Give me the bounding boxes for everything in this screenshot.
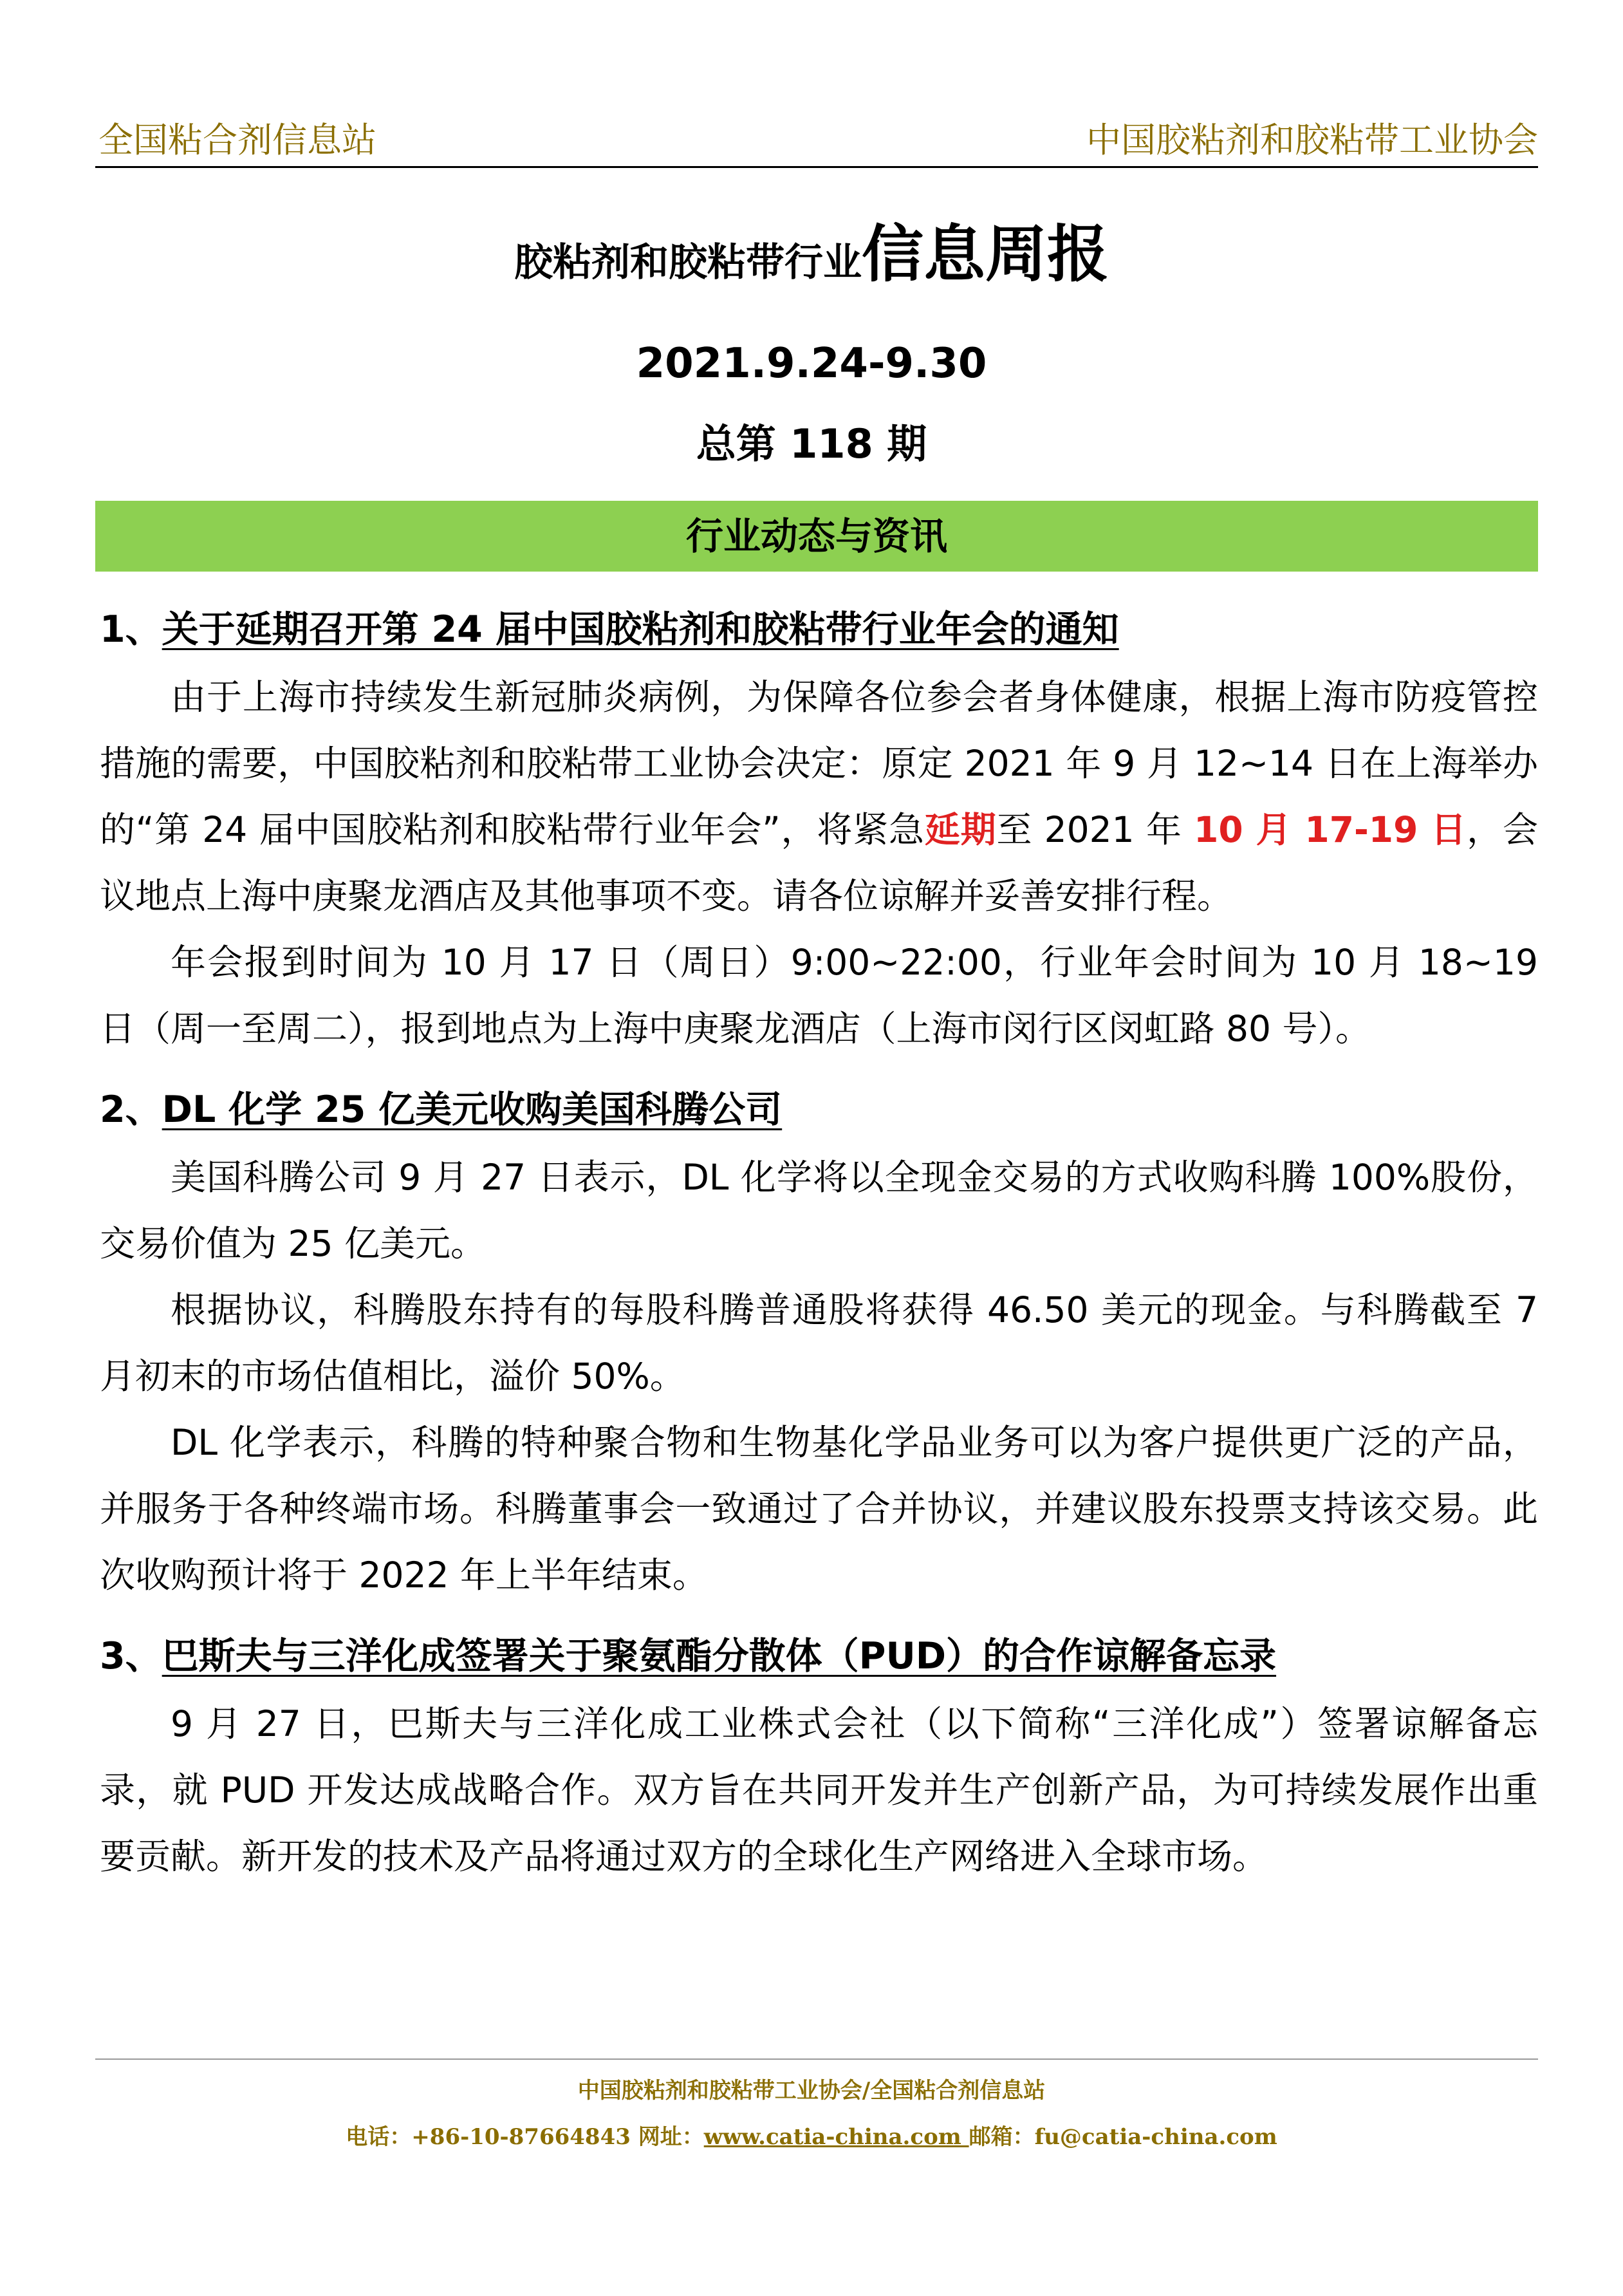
article-1-paragraph-2: 年会报到时间为 10 月 17 日（周日）9:00~22:00，行业年会时间为 10 月 18~19 日（周一至周二），报到地点为上海中庚聚龙酒店（上海市闵行区闵虹路 80 号）。 [100,942,1538,1049]
footer-organization: 中国胶粘剂和胶粘带工业协会/全国粘合剂信息站 [577,2078,1046,2104]
article-1-number: 1、 [100,608,162,651]
article-2-title: DL 化学 25 亿美元收购美国科腾公司 [162,1088,783,1131]
article-2-number: 2、 [100,1088,162,1131]
article-2-paragraph-1: 美国科腾公司 9 月 27 日表示，DL 化学将以全现金交易的方式收购科腾 100%股份，交易价值为 25 亿美元。 [100,1157,1538,1264]
article-1-highlight-new-date: 10 月 17-19 日 [1194,809,1467,850]
header-left: 全国粘合剂信息站 [98,120,376,160]
footer-phone: 电话：+86-10-87664843 网址： [346,2124,704,2150]
footer-email: 邮箱：fu@catia-china.com [969,2124,1277,2150]
article-3-number: 3、 [100,1635,162,1677]
article-1-paragraph-1 [100,664,1538,929]
footer-divider [95,2058,1538,2060]
page-title [0,212,1623,296]
header-right: 中国胶粘剂和胶粘带工业协会 [1086,120,1538,160]
article-1-p1-text-a: 由于上海市持续发生新冠肺炎病例，为保障各位参会者身体健康，根据上海市防疫管控措施的需要，中国胶粘剂和胶粘带工业协会决定：原定 2021 年 9 月 12~14 日在上海举办的“第 24 届中国胶粘剂和胶粘带行业年会”，将紧急 [100,677,1538,850]
article-1-p1-text-c: ，会议地点上海中庚聚龙酒店及其他事项不变。请各位谅解并妥善安排行程。 [100,809,1538,917]
article-2-paragraph-3: DL 化学表示，科腾的特种聚合物和生物基化学品业务可以为客户提供更广泛的产品，并服务于各种终端市场。科腾董事会一致通过了合并协议，并建议股东投票支持该交易。此次收购预计将于 2022 年上半年结束。 [100,1422,1538,1596]
article-3-title: 巴斯夫与三洋化成签署关于聚氨酯分散体（PUD）的合作谅解备忘录 [162,1635,1277,1677]
article-1 [100,597,1538,1062]
article-3 [100,1624,1538,1890]
issue-number: 总第 118 期 [696,420,927,467]
article-1-p1-text-b: 至 2021 年 [996,809,1194,850]
footer-website-link[interactable]: www.catia-china.com [703,2124,969,2150]
section-band: 行业动态与资讯 [95,501,1538,572]
article-3-heading [100,1624,1538,1688]
article-2 [100,1078,1538,1609]
page-title-main: 信息周报 [862,218,1109,290]
article-3-paragraph-1: 9 月 27 日，巴斯夫与三洋化成工业株式会社（以下简称“三洋化成”）签署谅解备忘录，就 PUD 开发达成战略合作。双方旨在共同开发并生产创新产品，为可持续发展作出重要贡献。新开发的技术及产品将通过双方的全球化生产网络进入全球市场。 [100,1703,1538,1877]
article-2-paragraph-2: 根据协议，科腾股东持有的每股科腾普通股将获得 46.50 美元的现金。与科腾截至 7 月初末的市场估值相比，溢价 50%。 [100,1289,1538,1397]
article-list [100,597,1538,1905]
page-title-prefix: 胶粘剂和胶粘带行业 [514,240,862,285]
article-1-heading [100,597,1538,662]
footer-contact [0,2118,1623,2156]
article-1-highlight-postponed: 延期 [924,809,997,850]
article-1-title: 关于延期召开第 24 届中国胶粘剂和胶粘带行业年会的通知 [162,608,1119,651]
article-2-heading [100,1078,1538,1142]
date-range: 2021.9.24-9.30 [636,340,987,387]
header-divider [95,166,1538,168]
